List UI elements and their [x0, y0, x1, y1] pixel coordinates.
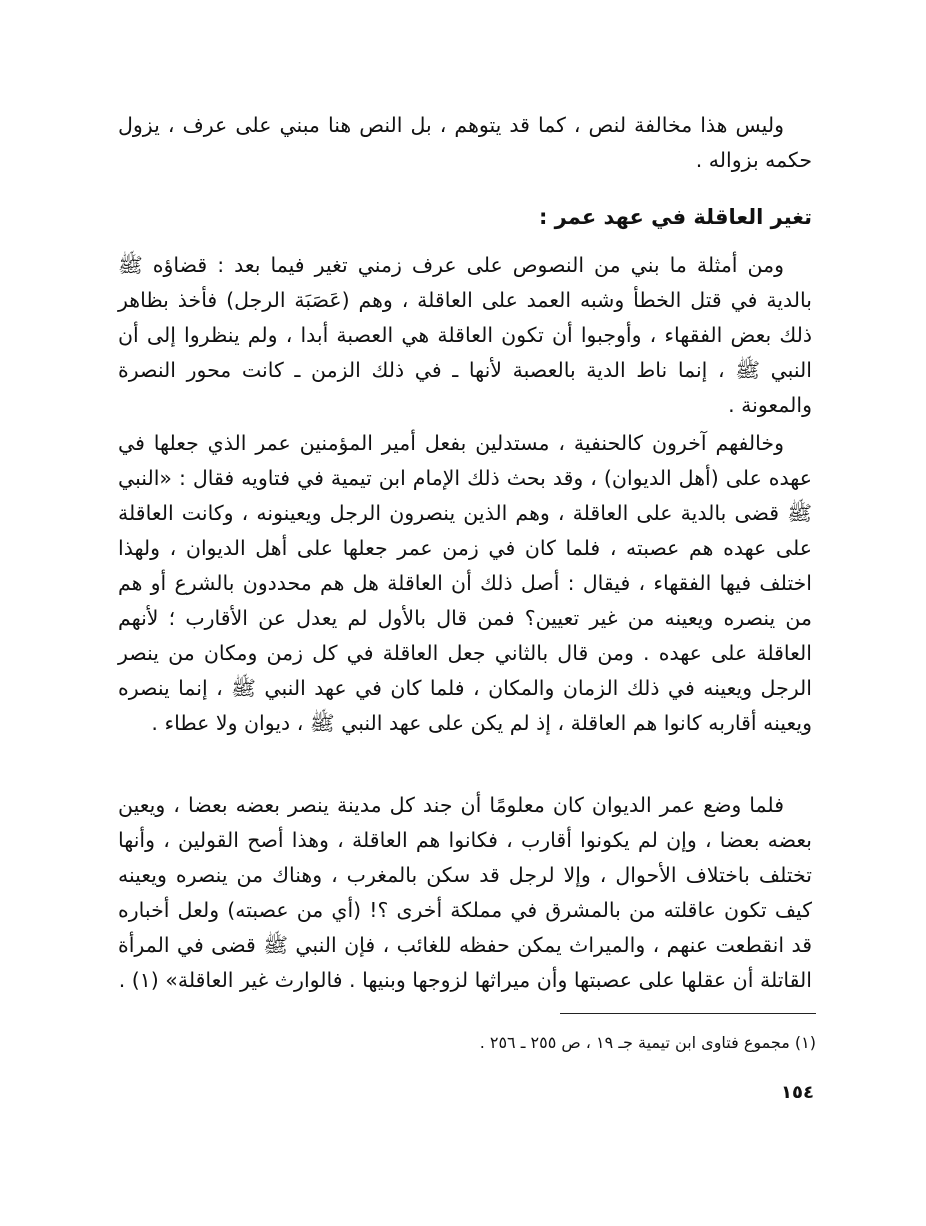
paragraph-2: وخالفهم آخرون كالحنفية ، مستدلين بفعل أمير المؤمنين عمر الذي جعلها في عهده على (أهل الديوان) ، وقد بحث ذلك الإمام ابن تيمية في فتاويه فقال : «النبي ﷺ قضى بالدية على العاقلة ، وهم الذين ينصرون الرجل ويعينونه ، وكانت العاقلة على عهده هم عصبته ، فلما كان في زمن عمر جعلها على أهل الديوان ، ولهذا اختلف فيها الفقهاء ، فيقال : أصل ذلك أن العاقلة هل هم محددون بالشرع أو هم من ينصره ويعينه من غير تعيين؟ فمن قال بالأول لم يعدل عن الأقارب ؛ لأنهم العاقلة على عهده . ومن قال بالثاني جعل العاقلة في كل زمن ومكان من ينصر الرجل ويعينه في ذلك الزمان والمكان ، فلما كان في عهد النبي ﷺ ، إنما ينصره ويعينه أقاربه كانوا هم العاقلة ، إذ لم يكن على عهد النبي ﷺ ، ديوان ولا عطاء .: [118, 431, 812, 735]
footnote-divider: [560, 1013, 816, 1014]
intro-paragraph: وليس هذا مخالفة لنص ، كما قد يتوهم ، بل النص هنا مبني على عرف ، يزول حكمه بزواله .: [118, 113, 812, 172]
footnote: (١) مجموع فتاوى ابن تيمية جـ ١٩ ، ص ٢٥٥ ـ ٢٥٦ .: [479, 1033, 816, 1052]
section-heading: تغير العاقلة في عهد عمر :: [538, 205, 812, 229]
paragraph-1: ومن أمثلة ما بني من النصوص على عرف زمني تغير فيما بعد : قضاؤه ﷺ بالدية في قتل الخطأ وشبه العمد على العاقلة ، وهم (عَصَبَة الرجل) فأخذ بظاهر ذلك بعض الفقهاء ، وأوجبوا أن تكون العاقلة هي العصبة أبدا ، ولم ينظروا إلى أن النبي ﷺ ، إنما ناط الدية بالعصبة لأنها ـ في ذلك الزمن ـ كانت محور النصرة والمعونة .: [118, 253, 812, 417]
paragraph-3: فلما وضع عمر الديوان كان معلومًا أن جند كل مدينة ينصر بعضه بعضا ، ويعين بعضه بعضا ، وإن لم يكونوا أقارب ، فكانوا هم العاقلة ، وهذا أصح القولين ، وأنها تختلف باختلاف الأحوال ، وإلا لرجل قد سكن بالمغرب ، وهناك من ينصره ويعينه كيف تكون عاقلته من بالمشرق في مملكة أخرى ؟! (أي من عصبته) ولعل أخباره قد انقطعت عنهم ، والميراث يمكن حفظه للغائب ، فإن النبي ﷺ قضى في المرأة القاتلة أن عقلها على عصبتها وأن ميراثها لزوجها وبنيها . فالوارث غير العاقلة» (١) .: [118, 793, 812, 992]
page-number: ١٥٤: [781, 1082, 814, 1103]
